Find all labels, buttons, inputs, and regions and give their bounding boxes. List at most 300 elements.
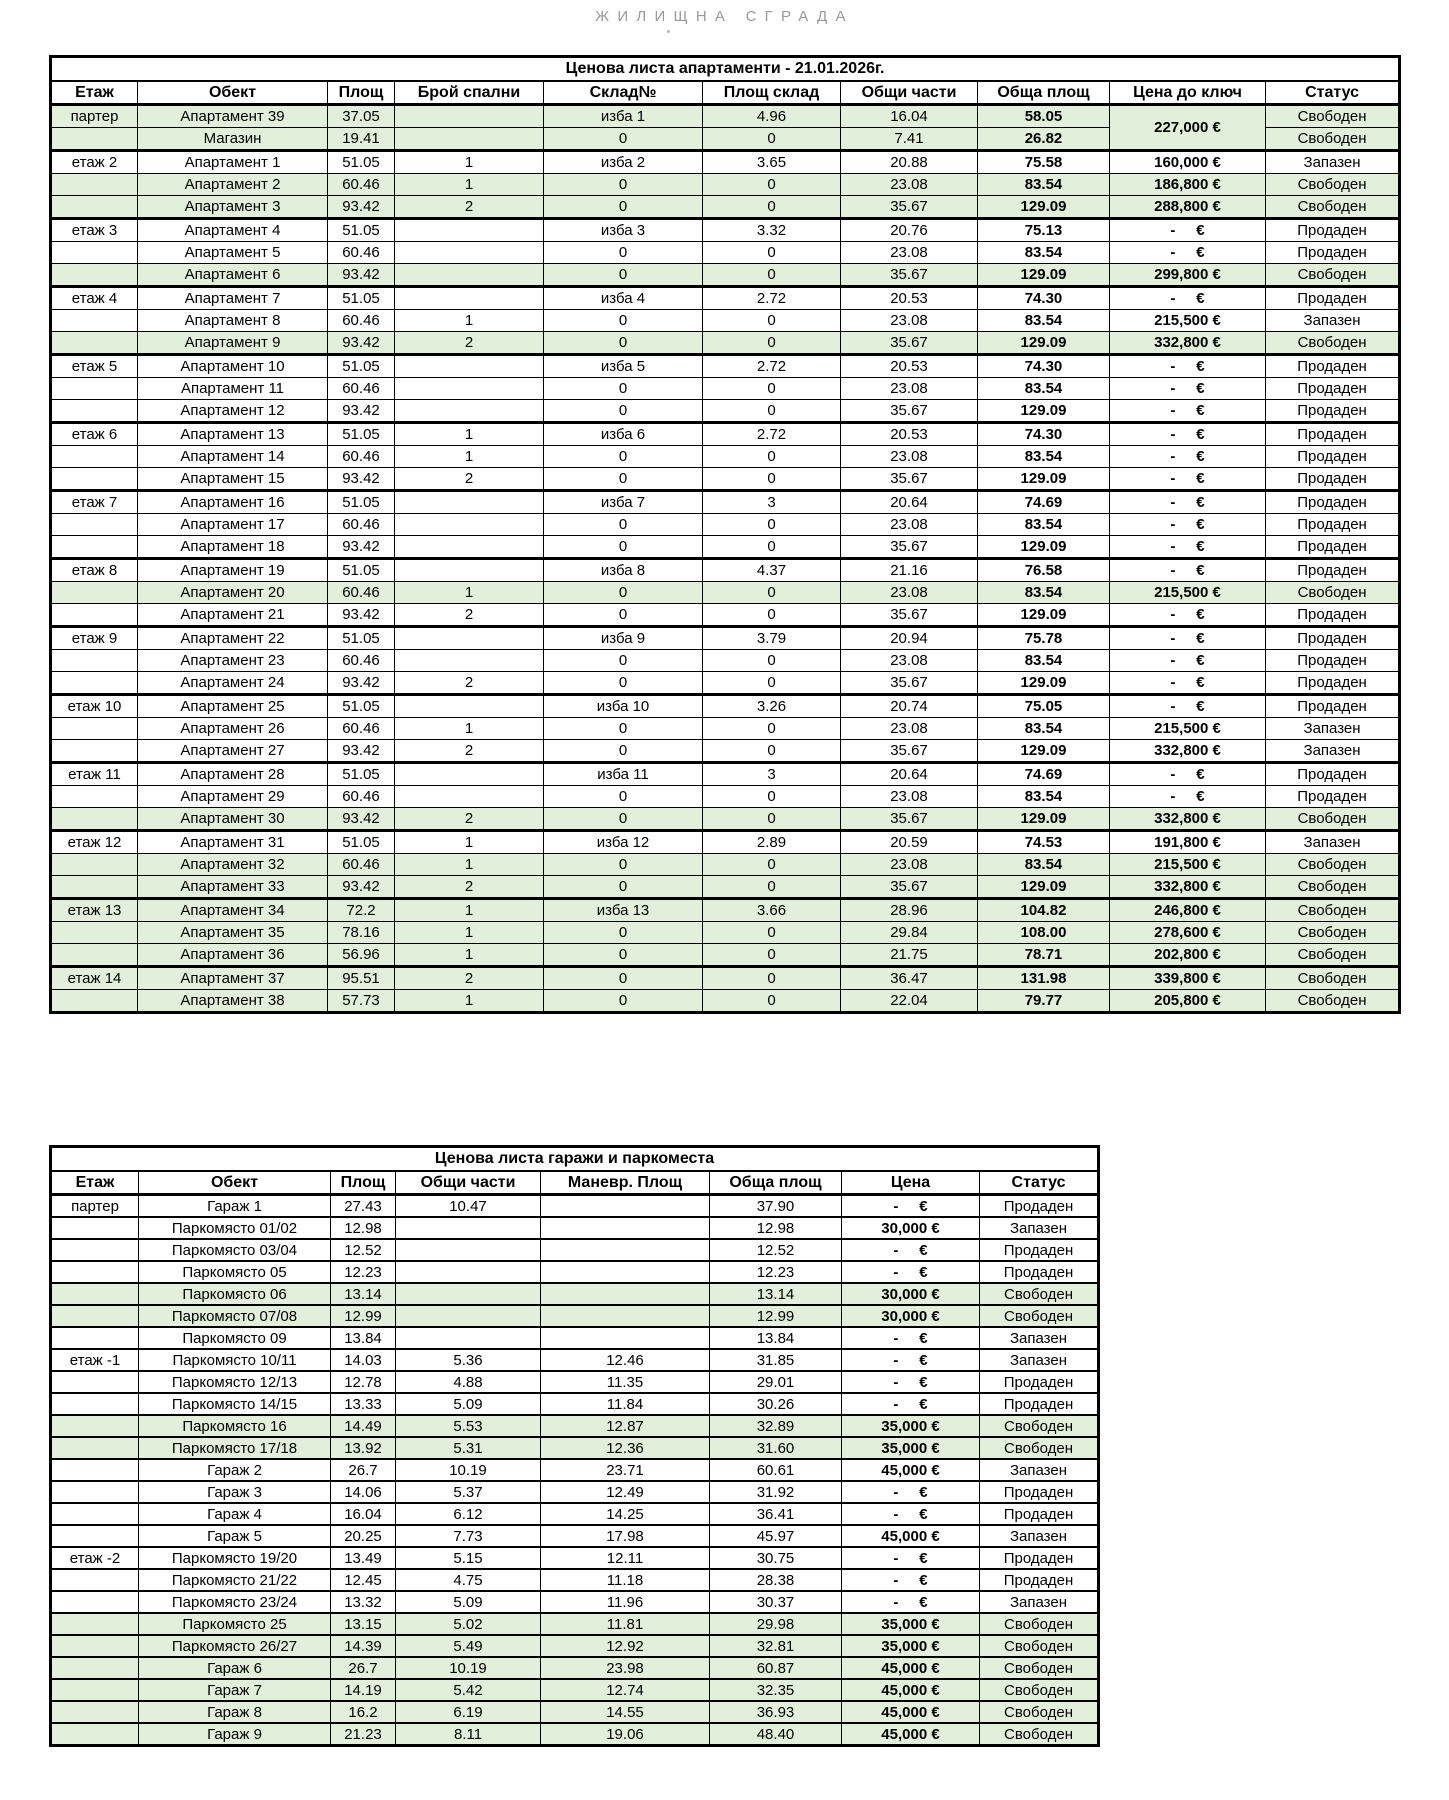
cell-sklad_area: 3.66: [703, 899, 841, 922]
cell-status: Продаден: [980, 1393, 1099, 1415]
cell-bedrooms: 2: [395, 672, 544, 695]
cell-status: Свободен: [1266, 264, 1400, 287]
cell-plosht: 93.42: [328, 604, 395, 627]
cell-total: 32.81: [710, 1635, 842, 1657]
cell-status: Свободен: [1266, 899, 1400, 922]
cell-bedrooms: [395, 491, 544, 514]
table-row: [51, 1547, 1099, 1569]
cell-sklad: 0: [544, 378, 703, 400]
cell-floor: [51, 582, 138, 604]
cell-bedrooms: 2: [395, 604, 544, 627]
cell-price: - €: [842, 1591, 980, 1613]
cell-obekt: Апартамент 12: [138, 400, 328, 423]
garages-table-header: [51, 1171, 1099, 1195]
cell-obekt: Гараж 9: [139, 1723, 331, 1746]
cell-plosht: 51.05: [328, 423, 395, 446]
cell-sklad_area: 0: [703, 740, 841, 763]
cell-plosht: 93.42: [328, 332, 395, 355]
cell-price: 202,800 €: [1110, 944, 1266, 967]
cell-sklad: 0: [544, 786, 703, 808]
cell-obshti: 5.15: [396, 1547, 541, 1569]
cell-floor: [51, 1217, 139, 1239]
cell-sklad_area: 0: [703, 990, 841, 1013]
cell-total: 29.98: [710, 1613, 842, 1635]
cell-sklad: 0: [544, 922, 703, 944]
cell-total: 129.09: [978, 196, 1110, 219]
cell-plosht: 60.46: [328, 650, 395, 672]
cell-plosht: 16.04: [331, 1503, 396, 1525]
cell-plosht: 14.39: [331, 1635, 396, 1657]
cell-floor: [51, 514, 138, 536]
cell-obekt: Паркомясто 10/11: [139, 1349, 331, 1371]
cell-obshti: 35.67: [841, 468, 978, 491]
table-row: [51, 1591, 1099, 1613]
cell-status: Запазен: [1266, 740, 1400, 763]
cell-floor: етаж 11: [51, 763, 138, 786]
cell-obshti: 5.31: [396, 1437, 541, 1459]
cell-floor: [51, 1415, 139, 1437]
cell-floor: [51, 378, 138, 400]
cell-status: Свободен: [1266, 128, 1400, 151]
cell-total: 83.54: [978, 854, 1110, 876]
cell-total: 75.05: [978, 695, 1110, 718]
cell-bedrooms: 1: [395, 854, 544, 876]
cell-total: 13.84: [710, 1327, 842, 1349]
cell-plosht: 51.05: [328, 627, 395, 650]
cell-obshti: [396, 1217, 541, 1239]
cell-price: - €: [842, 1371, 980, 1393]
cell-obekt: Паркомясто 12/13: [139, 1371, 331, 1393]
cell-total: 12.98: [710, 1217, 842, 1239]
cell-floor: партер: [51, 105, 138, 128]
cell-floor: етаж 9: [51, 627, 138, 650]
cell-plosht: 26.7: [331, 1459, 396, 1481]
cell-status: Запазен: [1266, 151, 1400, 174]
cell-obshti: 23.08: [841, 650, 978, 672]
cell-price: 45,000 €: [842, 1525, 980, 1547]
cell-total: 74.30: [978, 423, 1110, 446]
cell-obshti: 20.64: [841, 763, 978, 786]
cell-total: 36.41: [710, 1503, 842, 1525]
cell-status: Свободен: [1266, 332, 1400, 355]
cell-obshti: 6.19: [396, 1701, 541, 1723]
cell-status: Свободен: [1266, 105, 1400, 128]
cell-total: 129.09: [978, 536, 1110, 559]
table-row: [51, 1459, 1099, 1481]
cell-manevr: [541, 1239, 710, 1261]
cell-obshti: 5.36: [396, 1349, 541, 1371]
cell-total: 83.54: [978, 242, 1110, 264]
cell-floor: етаж 5: [51, 355, 138, 378]
cell-obshti: 35.67: [841, 672, 978, 695]
cell-status: Свободен: [980, 1415, 1099, 1437]
cell-bedrooms: [395, 242, 544, 264]
cell-price: - €: [842, 1393, 980, 1415]
cell-total: 12.23: [710, 1261, 842, 1283]
cell-floor: [51, 1635, 139, 1657]
cell-floor: [51, 128, 138, 151]
table-row: [51, 650, 1400, 672]
cell-plosht: 26.7: [331, 1657, 396, 1679]
cell-floor: [51, 854, 138, 876]
cell-total: 129.09: [978, 468, 1110, 491]
cell-plosht: 37.05: [328, 105, 395, 128]
cell-obekt: Паркомясто 17/18: [139, 1437, 331, 1459]
cell-price: 30,000 €: [842, 1217, 980, 1239]
table-row: [51, 514, 1400, 536]
column-header: Статус: [1266, 81, 1400, 105]
table-row: [51, 1305, 1099, 1327]
table-row: [51, 786, 1400, 808]
cell-price: - €: [842, 1503, 980, 1525]
cell-plosht: 60.46: [328, 514, 395, 536]
cell-sklad: изба 6: [544, 423, 703, 446]
cell-price: - €: [1110, 672, 1266, 695]
cell-total: 83.54: [978, 582, 1110, 604]
cell-sklad: изба 7: [544, 491, 703, 514]
cell-obshti: 35.67: [841, 264, 978, 287]
cell-manevr: 23.71: [541, 1459, 710, 1481]
cell-obekt: Апартамент 31: [138, 831, 328, 854]
cell-sklad_area: 0: [703, 514, 841, 536]
cell-price: 45,000 €: [842, 1723, 980, 1746]
cell-plosht: 13.33: [331, 1393, 396, 1415]
table-row: [51, 559, 1400, 582]
cell-obekt: Апартамент 8: [138, 310, 328, 332]
table-row: [51, 854, 1400, 876]
cell-plosht: 19.41: [328, 128, 395, 151]
cell-bedrooms: [395, 514, 544, 536]
cell-price: - €: [1110, 695, 1266, 718]
table-row: [51, 1283, 1099, 1305]
table-row: [51, 1525, 1099, 1547]
cell-manevr: [541, 1305, 710, 1327]
cell-sklad: изба 11: [544, 763, 703, 786]
cell-total: 129.09: [978, 672, 1110, 695]
cell-total: 83.54: [978, 718, 1110, 740]
cell-plosht: 78.16: [328, 922, 395, 944]
cell-sklad: 0: [544, 446, 703, 468]
cell-total: 75.13: [978, 219, 1110, 242]
cell-status: Продаден: [1266, 219, 1400, 242]
cell-obshti: [396, 1283, 541, 1305]
cell-sklad: 0: [544, 536, 703, 559]
cell-sklad: 0: [544, 174, 703, 196]
cell-obekt: Апартамент 32: [138, 854, 328, 876]
cell-total: 12.52: [710, 1239, 842, 1261]
cell-status: Продаден: [1266, 627, 1400, 650]
cell-obshti: 23.08: [841, 174, 978, 196]
cell-price: - €: [1110, 604, 1266, 627]
cell-price: 215,500 €: [1110, 582, 1266, 604]
cell-total: 30.75: [710, 1547, 842, 1569]
cell-price: 35,000 €: [842, 1635, 980, 1657]
cell-obshti: 6.12: [396, 1503, 541, 1525]
cell-status: Свободен: [1266, 808, 1400, 831]
cell-obekt: Паркомясто 14/15: [139, 1393, 331, 1415]
column-header: Склад№: [544, 81, 703, 105]
cell-status: Продаден: [1266, 287, 1400, 310]
cell-price: 332,800 €: [1110, 740, 1266, 763]
table-row: [51, 1393, 1099, 1415]
cell-bedrooms: 1: [395, 990, 544, 1013]
cell-price: - €: [1110, 514, 1266, 536]
cell-obekt: Апартамент 14: [138, 446, 328, 468]
cell-sklad_area: 0: [703, 310, 841, 332]
cell-obshti: 36.47: [841, 967, 978, 990]
cell-plosht: 51.05: [328, 831, 395, 854]
cell-bedrooms: 1: [395, 310, 544, 332]
cell-status: Запазен: [980, 1327, 1099, 1349]
cell-obekt: Гараж 2: [139, 1459, 331, 1481]
apartments-table-header: [51, 81, 1400, 105]
cell-obshti: 23.08: [841, 718, 978, 740]
cell-plosht: 93.42: [328, 876, 395, 899]
column-header: Площ: [328, 81, 395, 105]
cell-status: Продаден: [980, 1569, 1099, 1591]
cell-sklad_area: 0: [703, 672, 841, 695]
cell-obshti: 7.73: [396, 1525, 541, 1547]
cell-status: Запазен: [980, 1525, 1099, 1547]
cell-status: Свободен: [1266, 876, 1400, 899]
cell-obshti: 20.88: [841, 151, 978, 174]
cell-obshti: 21.75: [841, 944, 978, 967]
table-row: [51, 582, 1400, 604]
cell-price: - €: [1110, 400, 1266, 423]
table-row: [51, 1613, 1099, 1635]
table-row: [51, 400, 1400, 423]
cell-sklad: изба 3: [544, 219, 703, 242]
cell-status: Запазен: [1266, 718, 1400, 740]
cell-obekt: Паркомясто 21/22: [139, 1569, 331, 1591]
table-row: [51, 718, 1400, 740]
cell-bedrooms: 2: [395, 740, 544, 763]
cell-obshti: 20.53: [841, 287, 978, 310]
cell-price: - €: [842, 1349, 980, 1371]
cell-floor: [51, 1481, 139, 1503]
table-row: [51, 1239, 1099, 1261]
cell-price: 191,800 €: [1110, 831, 1266, 854]
cell-obshti: 28.96: [841, 899, 978, 922]
cell-floor: [51, 468, 138, 491]
cell-total: 79.77: [978, 990, 1110, 1013]
cell-total: 31.85: [710, 1349, 842, 1371]
cell-obekt: Апартамент 13: [138, 423, 328, 446]
cell-obekt: Апартамент 20: [138, 582, 328, 604]
cell-obekt: Апартамент 17: [138, 514, 328, 536]
cell-sklad: изба 8: [544, 559, 703, 582]
table-row: [51, 740, 1400, 763]
cell-sklad: 0: [544, 944, 703, 967]
cell-status: Свободен: [1266, 582, 1400, 604]
cell-status: Продаден: [980, 1547, 1099, 1569]
cell-status: Запазен: [1266, 310, 1400, 332]
cell-sklad_area: 0: [703, 332, 841, 355]
cell-obekt: Апартамент 24: [138, 672, 328, 695]
cell-sklad_area: 3: [703, 491, 841, 514]
cell-floor: [51, 650, 138, 672]
cell-bedrooms: 1: [395, 831, 544, 854]
cell-sklad_area: 3.26: [703, 695, 841, 718]
cell-status: Запазен: [980, 1459, 1099, 1481]
cell-floor: [51, 1569, 139, 1591]
cell-price: - €: [842, 1239, 980, 1261]
cell-floor: [51, 310, 138, 332]
column-header: Етаж: [51, 1171, 139, 1195]
cell-obekt: Гараж 6: [139, 1657, 331, 1679]
cell-price: 332,800 €: [1110, 332, 1266, 355]
cell-obekt: Апартамент 23: [138, 650, 328, 672]
cell-floor: [51, 1261, 139, 1283]
cell-price: 186,800 €: [1110, 174, 1266, 196]
cell-plosht: 93.42: [328, 468, 395, 491]
cell-manevr: 12.46: [541, 1349, 710, 1371]
cell-plosht: 21.23: [331, 1723, 396, 1746]
cell-obshti: 20.76: [841, 219, 978, 242]
cell-obshti: 21.16: [841, 559, 978, 582]
cell-obshti: 20.53: [841, 423, 978, 446]
cell-obshti: 5.09: [396, 1393, 541, 1415]
cell-floor: [51, 1239, 139, 1261]
cell-bedrooms: 2: [395, 196, 544, 219]
cell-obekt: Паркомясто 26/27: [139, 1635, 331, 1657]
table-row: [51, 491, 1400, 514]
column-header: Общи части: [396, 1171, 541, 1195]
cell-obekt: Апартамент 21: [138, 604, 328, 627]
cell-obekt: Гараж 1: [139, 1195, 331, 1218]
cell-obshti: 23.08: [841, 854, 978, 876]
cell-total: 28.38: [710, 1569, 842, 1591]
cell-floor: етаж 12: [51, 831, 138, 854]
cell-sklad_area: 2.72: [703, 423, 841, 446]
cell-floor: етаж 7: [51, 491, 138, 514]
cell-floor: етаж -2: [51, 1547, 139, 1569]
cell-status: Запазен: [980, 1591, 1099, 1613]
cell-obshti: 20.59: [841, 831, 978, 854]
cell-total: 74.30: [978, 287, 1110, 310]
table-row: [51, 174, 1400, 196]
cell-bedrooms: [395, 219, 544, 242]
cell-sklad_area: 0: [703, 786, 841, 808]
cell-sklad_area: 3.32: [703, 219, 841, 242]
cell-status: Продаден: [1266, 446, 1400, 468]
cell-sklad_area: 0: [703, 604, 841, 627]
cell-floor: етаж -1: [51, 1349, 139, 1371]
cell-total: 104.82: [978, 899, 1110, 922]
cell-plosht: 72.2: [328, 899, 395, 922]
cell-sklad_area: 3: [703, 763, 841, 786]
cell-obekt: Гараж 8: [139, 1701, 331, 1723]
cell-obshti: 23.08: [841, 446, 978, 468]
cell-total: 129.09: [978, 332, 1110, 355]
cell-obekt: Паркомясто 23/24: [139, 1591, 331, 1613]
cell-manevr: 19.06: [541, 1723, 710, 1746]
cell-price: 45,000 €: [842, 1701, 980, 1723]
cell-obekt: Апартамент 16: [138, 491, 328, 514]
cell-status: Свободен: [1266, 196, 1400, 219]
cell-obekt: Апартамент 22: [138, 627, 328, 650]
cell-plosht: 12.98: [331, 1217, 396, 1239]
cell-floor: етаж 14: [51, 967, 138, 990]
cell-status: Свободен: [980, 1305, 1099, 1327]
cell-status: Продаден: [1266, 559, 1400, 582]
cell-status: Продаден: [1266, 423, 1400, 446]
cell-price: 246,800 €: [1110, 899, 1266, 922]
cell-bedrooms: 1: [395, 922, 544, 944]
cell-obshti: 35.67: [841, 740, 978, 763]
cell-obshti: 35.67: [841, 332, 978, 355]
cell-total: 83.54: [978, 378, 1110, 400]
cell-plosht: 93.42: [328, 400, 395, 423]
column-header: Обща площ: [978, 81, 1110, 105]
cell-obshti: 20.74: [841, 695, 978, 718]
cell-manevr: [541, 1283, 710, 1305]
cell-plosht: 12.78: [331, 1371, 396, 1393]
table-row: [51, 967, 1400, 990]
cell-floor: етаж 6: [51, 423, 138, 446]
cell-price: - €: [1110, 491, 1266, 514]
table-row: [51, 1437, 1099, 1459]
cell-total: 75.58: [978, 151, 1110, 174]
table-row: [51, 151, 1400, 174]
cell-total: 32.89: [710, 1415, 842, 1437]
cell-obekt: Апартамент 28: [138, 763, 328, 786]
cell-sklad_area: 0: [703, 196, 841, 219]
cell-plosht: 12.45: [331, 1569, 396, 1591]
column-header: Цена: [842, 1171, 980, 1195]
table-row: [51, 1327, 1099, 1349]
cell-obshti: 5.49: [396, 1635, 541, 1657]
cell-plosht: 51.05: [328, 287, 395, 310]
cell-plosht: 51.05: [328, 219, 395, 242]
cell-plosht: 16.2: [331, 1701, 396, 1723]
cell-obekt: Паркомясто 16: [139, 1415, 331, 1437]
cell-obekt: Апартамент 25: [138, 695, 328, 718]
table-row: [51, 1217, 1099, 1239]
cell-obshti: 4.75: [396, 1569, 541, 1591]
cell-price: 45,000 €: [842, 1679, 980, 1701]
cell-price: - €: [1110, 446, 1266, 468]
cell-sklad_area: 0: [703, 854, 841, 876]
cell-bedrooms: 2: [395, 468, 544, 491]
cell-obekt: Апартамент 35: [138, 922, 328, 944]
table-row: [51, 763, 1400, 786]
cell-price: - €: [842, 1195, 980, 1218]
cell-price: 45,000 €: [842, 1459, 980, 1481]
cell-price: 45,000 €: [842, 1657, 980, 1679]
cell-obekt: Апартамент 6: [138, 264, 328, 287]
cell-obekt: Апартамент 15: [138, 468, 328, 491]
cell-plosht: 13.14: [331, 1283, 396, 1305]
table-row: [51, 1569, 1099, 1591]
cell-status: Свободен: [1266, 944, 1400, 967]
cell-sklad_area: 3.79: [703, 627, 841, 650]
cell-total: 31.60: [710, 1437, 842, 1459]
cell-obekt: Апартамент 30: [138, 808, 328, 831]
cell-price: - €: [1110, 287, 1266, 310]
cell-status: Продаден: [980, 1195, 1099, 1218]
cell-bedrooms: 2: [395, 876, 544, 899]
cell-sklad: 0: [544, 604, 703, 627]
cell-status: Продаден: [1266, 242, 1400, 264]
cell-bedrooms: 2: [395, 808, 544, 831]
column-header: Маневр. Площ: [541, 1171, 710, 1195]
cell-bedrooms: 1: [395, 944, 544, 967]
cell-sklad: изба 13: [544, 899, 703, 922]
cell-status: Свободен: [980, 1723, 1099, 1746]
cell-price: 332,800 €: [1110, 876, 1266, 899]
cell-obekt: Паркомясто 01/02: [139, 1217, 331, 1239]
